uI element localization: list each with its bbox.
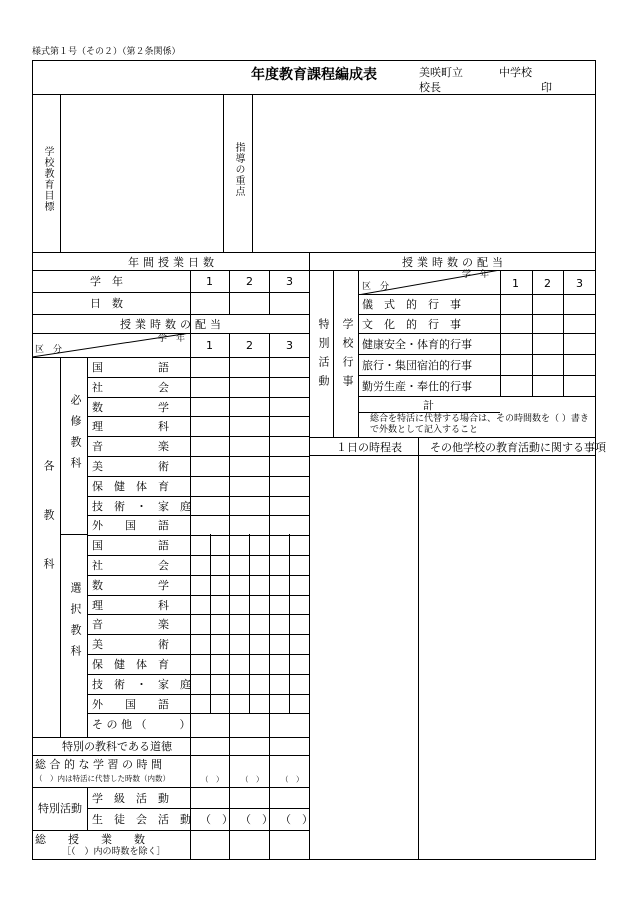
row-line <box>358 314 596 315</box>
row-line <box>87 555 309 556</box>
elective-subject: 技 術 ・ 家 庭 <box>92 678 191 691</box>
timetable-field[interactable] <box>310 456 418 859</box>
elective-subject: 数 学 <box>92 579 169 592</box>
row-line <box>358 396 596 397</box>
subjects-big-label: 各教科 <box>42 460 55 607</box>
integrated-study-title: 総 合 的 な 学 習 の 時 間 <box>35 758 162 771</box>
col-line <box>210 534 211 714</box>
events-note-1: 総合を特活に代替する場合は、その時間数を（ ）書き <box>370 414 589 424</box>
required-subject: 外 国 語 <box>92 519 169 532</box>
required-subject: 国 語 <box>92 361 169 374</box>
required-subject: 数 学 <box>92 401 169 414</box>
seal-label: 印 <box>541 81 552 94</box>
row-line <box>32 830 309 831</box>
row-line <box>87 694 309 695</box>
elective-subject: 理 科 <box>92 599 169 612</box>
paren-3: （ ） <box>281 775 304 784</box>
event-ceremonial: 儀 式 的 行 事 <box>362 298 461 311</box>
grade-3: 3 <box>286 275 293 288</box>
row-line <box>32 787 309 788</box>
col-line <box>87 787 88 830</box>
days-label: 日 数 <box>90 297 123 310</box>
row-line <box>60 534 87 535</box>
required-subjects-label: 必修教科 <box>69 394 82 478</box>
col-line <box>249 534 250 714</box>
focus-label: 指導の重点 <box>233 142 244 197</box>
special-activities-label: 特別活動 <box>38 802 82 815</box>
paren-2: （ ） <box>240 813 273 826</box>
required-subject: 美 術 <box>92 460 169 473</box>
row-line <box>87 808 309 809</box>
required-subject: 社 会 <box>92 381 169 394</box>
row-line <box>32 314 309 315</box>
event-service: 勤労生産・奉仕的行事 <box>362 380 472 393</box>
school-events-vertical: 学校行事 <box>341 318 354 394</box>
school-label: 中学校 <box>499 66 532 79</box>
col-line <box>333 270 334 437</box>
row-line <box>87 496 309 497</box>
row-line <box>309 437 596 438</box>
row-line <box>87 713 309 714</box>
elective-subject: 社 会 <box>92 559 169 572</box>
required-subject: 保 健 体 育 <box>92 480 169 493</box>
events-note-2: で外数として記入すること <box>370 425 479 435</box>
form-number: 様式第１号（その２）（第２条関係） <box>32 47 181 57</box>
focus-field[interactable] <box>253 95 595 252</box>
paren-3: （ ） <box>280 813 313 826</box>
grade-2: 2 <box>544 277 551 290</box>
grade-2: 2 <box>246 275 253 288</box>
frame-bottom <box>32 859 596 860</box>
elective-subjects-label: 選択教科 <box>69 582 82 666</box>
frame-right <box>595 60 596 860</box>
grade-1: 1 <box>206 339 213 352</box>
elective-subject: 美 術 <box>92 638 169 651</box>
class-activity-label: 学 級 活 動 <box>92 792 169 805</box>
other-subject: そ の 他 （ ） <box>92 718 191 731</box>
row-line <box>32 270 309 271</box>
total-hours-note: ［（ ）内の時数を除く］ <box>62 847 166 857</box>
row-line <box>87 634 309 635</box>
row-line <box>358 412 500 413</box>
grade-2: 2 <box>246 339 253 352</box>
frame-top <box>32 60 596 61</box>
grade-1: 1 <box>206 275 213 288</box>
grade-label: 学 年 <box>90 275 123 288</box>
row-line <box>87 397 309 398</box>
row-line <box>87 515 309 516</box>
event-cultural: 文 化 的 行 事 <box>362 318 461 331</box>
row-line <box>87 377 309 378</box>
col-line <box>60 357 61 737</box>
required-subject: 理 科 <box>92 420 169 433</box>
diag-section: 区 分 <box>35 345 63 355</box>
diag-grade: 学 年 <box>158 334 186 344</box>
events-total: 計 <box>423 399 434 412</box>
elective-subject: 音 楽 <box>92 618 169 631</box>
town-label: 美咲町立 <box>419 66 463 79</box>
row-line <box>32 737 309 738</box>
elective-subject: 外 国 語 <box>92 698 169 711</box>
row-line <box>358 375 596 376</box>
timetable-title: １日の時程表 <box>336 441 402 454</box>
col-line <box>289 534 290 714</box>
allocation-title: 授業時数の配当 <box>120 318 225 331</box>
diag-section: 区 分 <box>362 282 390 292</box>
required-subject: 音 楽 <box>92 440 169 453</box>
col-line <box>190 270 191 859</box>
row-line <box>32 292 309 293</box>
document-title: 年度教育課程編成表 <box>251 67 377 83</box>
row-line <box>87 654 309 655</box>
elective-subject: 保 健 体 育 <box>92 658 169 671</box>
student-council-label: 生 徒 会 活 動 <box>92 813 191 826</box>
row-line <box>87 614 309 615</box>
event-health-sports: 健康安全・体育的行事 <box>362 338 472 351</box>
col-line <box>229 333 230 859</box>
grade-1: 1 <box>512 277 519 290</box>
col-line <box>269 333 270 859</box>
annual-days-title: 年間授業日数 <box>128 256 218 269</box>
integrated-study-note: （ ）内は特活に代替した時数（内数） <box>35 774 170 783</box>
school-objective-field[interactable] <box>61 95 223 252</box>
row-line <box>87 674 309 675</box>
paren-2: （ ） <box>241 775 264 784</box>
row-line <box>87 535 309 536</box>
event-excursion: 旅行・集団宿泊的行事 <box>362 359 472 372</box>
row-line <box>32 357 309 358</box>
diag-grade: 学 年 <box>462 270 490 280</box>
special-activities-vertical: 特別活動 <box>317 318 330 394</box>
row-line <box>358 354 596 355</box>
row-line <box>87 416 309 417</box>
row-line <box>358 333 596 334</box>
required-subject: 技 術 ・ 家 庭 <box>92 500 191 513</box>
principal-label: 校長 <box>419 81 441 94</box>
divider <box>32 252 596 253</box>
elective-subject: 国 語 <box>92 539 169 552</box>
grade-3: 3 <box>576 277 583 290</box>
other-activities-field[interactable] <box>419 456 595 859</box>
row-line <box>87 476 309 477</box>
row-line <box>32 755 309 756</box>
right-allocation-title: 授業時数の配当 <box>402 256 507 269</box>
row-line <box>87 595 309 596</box>
paren-1: （ ） <box>201 775 224 784</box>
frame-left <box>32 60 33 860</box>
paren-1: （ ） <box>200 813 233 826</box>
row-line <box>87 575 309 576</box>
row-line <box>87 436 309 437</box>
col-line <box>269 270 270 314</box>
school-objective-label: 学校教育目標 <box>42 146 53 212</box>
other-activities-title: その他学校の教育活動に関する事項 <box>430 441 606 454</box>
divider <box>223 94 224 252</box>
row-line <box>87 456 309 457</box>
moral-education: 特別の教科である道徳 <box>62 740 172 753</box>
col-line <box>87 357 88 737</box>
total-hours-label: 総 授 業 数 <box>35 833 145 846</box>
grade-3: 3 <box>286 339 293 352</box>
col-line <box>229 270 230 314</box>
